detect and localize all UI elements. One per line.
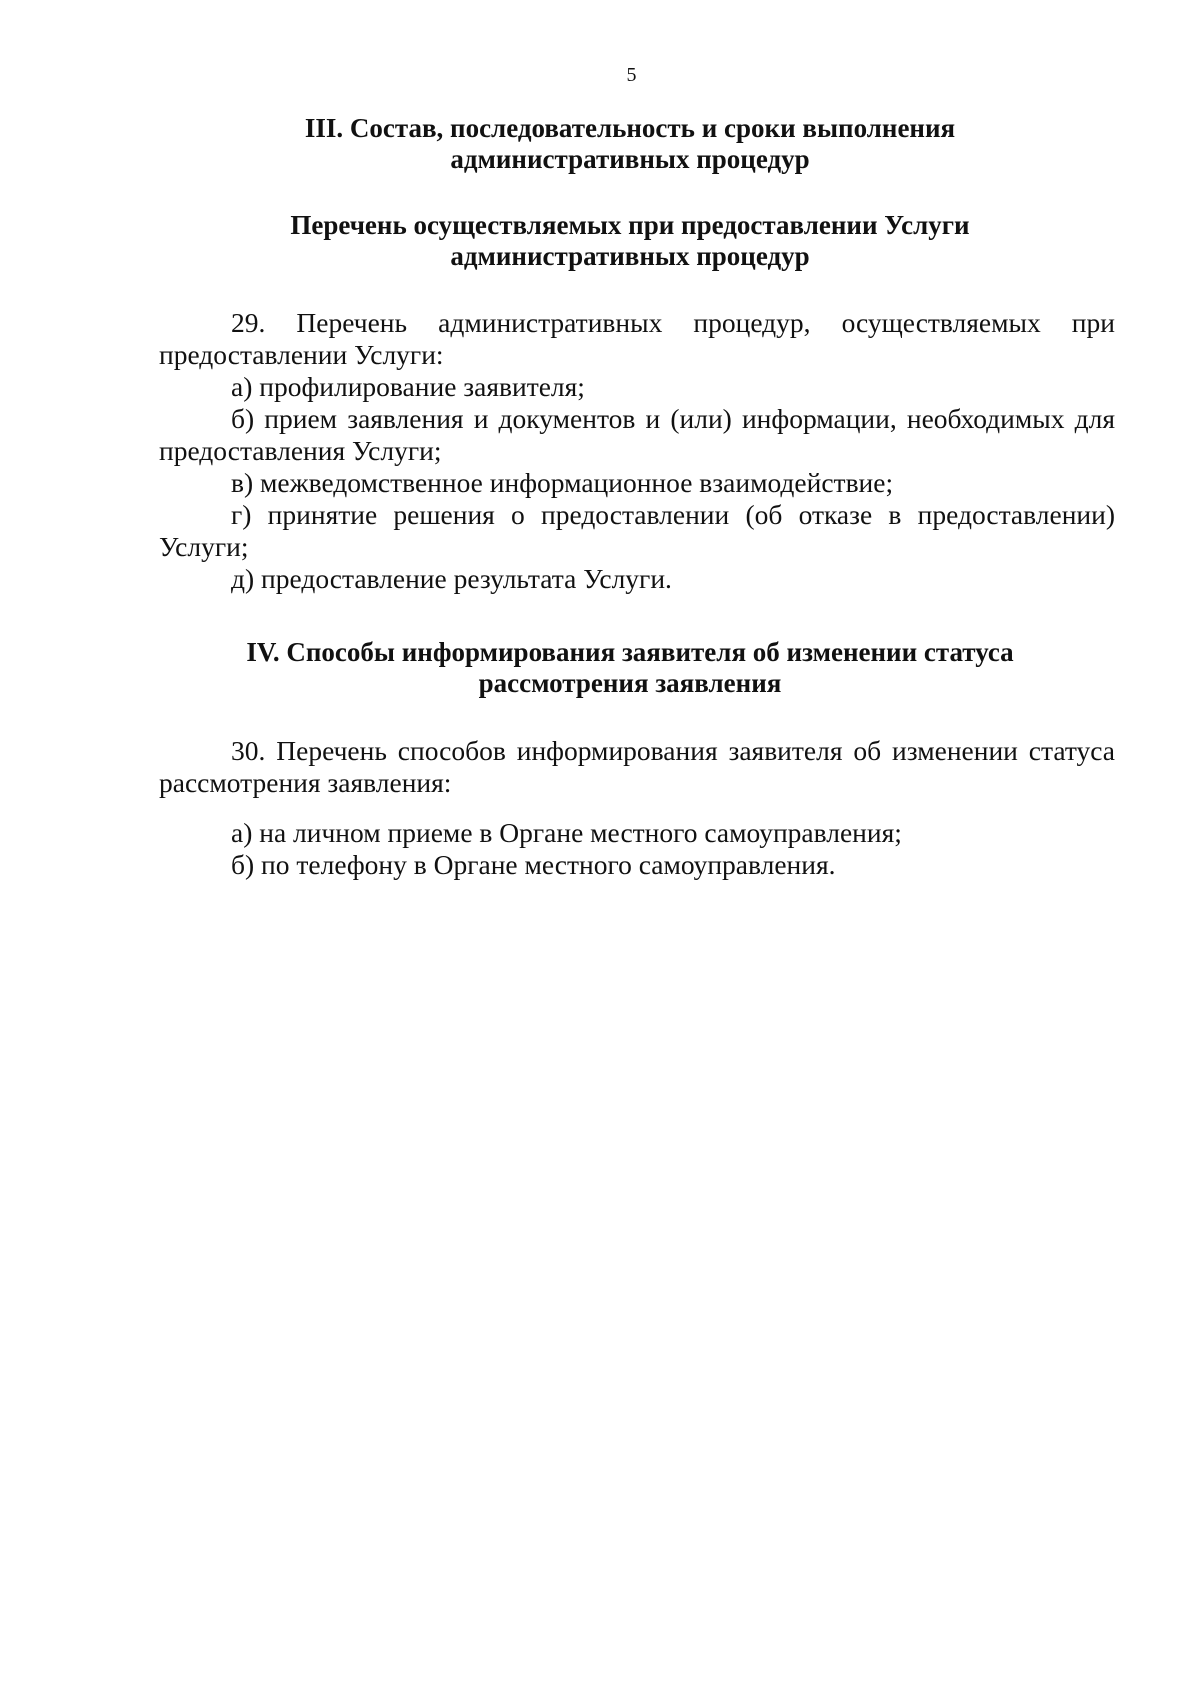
clause-29-text: 29. Перечень административных процедур, осуществляемых при предоставлении Услуги:: [159, 307, 1115, 370]
clause-30-text: 30. Перечень способов информирования заявителя об изменении статуса рассмотрения заявления:: [159, 735, 1115, 798]
page-number: 5: [626, 64, 637, 86]
clause-30-block: [159, 735, 1115, 799]
section-3-title-line-1: III. Состав, последовательность и сроки выполнения: [304, 113, 956, 143]
section-3-subtitle-line-1: Перечень осуществляемых при предоставлении Услуги: [290, 210, 970, 240]
section-4-title: [140, 637, 1120, 699]
clause-29-item-e: д) предоставление результата Услуги.: [231, 563, 672, 594]
clause-29-item-a: а) профилирование заявителя;: [231, 371, 585, 402]
clause-30-item-b: б) по телефону в Органе местного самоуправления.: [231, 849, 836, 880]
clause-29-item-d: г) принятие решения о предоставлении (об отказе в предоставлении) Услуги;: [159, 499, 1115, 562]
clause-30-items: [159, 817, 1115, 881]
clause-29-block: [159, 307, 1115, 595]
clause-30-item-a: а) на личном приеме в Органе местного самоуправления;: [231, 817, 902, 848]
section-3-title-line-2: административных процедур: [450, 144, 810, 174]
section-3-subtitle: [140, 210, 1120, 272]
section-3-subtitle-line-2: административных процедур: [450, 241, 810, 271]
section-3-title: [140, 113, 1120, 175]
clause-29-item-c: в) межведомственное информационное взаимодействие;: [231, 467, 894, 498]
clause-29-item-b: б) прием заявления и документов и (или) информации, необходимых для предоставления Услуги;: [159, 403, 1115, 466]
section-4-title-line-1: IV. Способы информирования заявителя об изменении статуса: [246, 637, 1014, 667]
section-4-title-line-2: рассмотрения заявления: [478, 668, 782, 698]
